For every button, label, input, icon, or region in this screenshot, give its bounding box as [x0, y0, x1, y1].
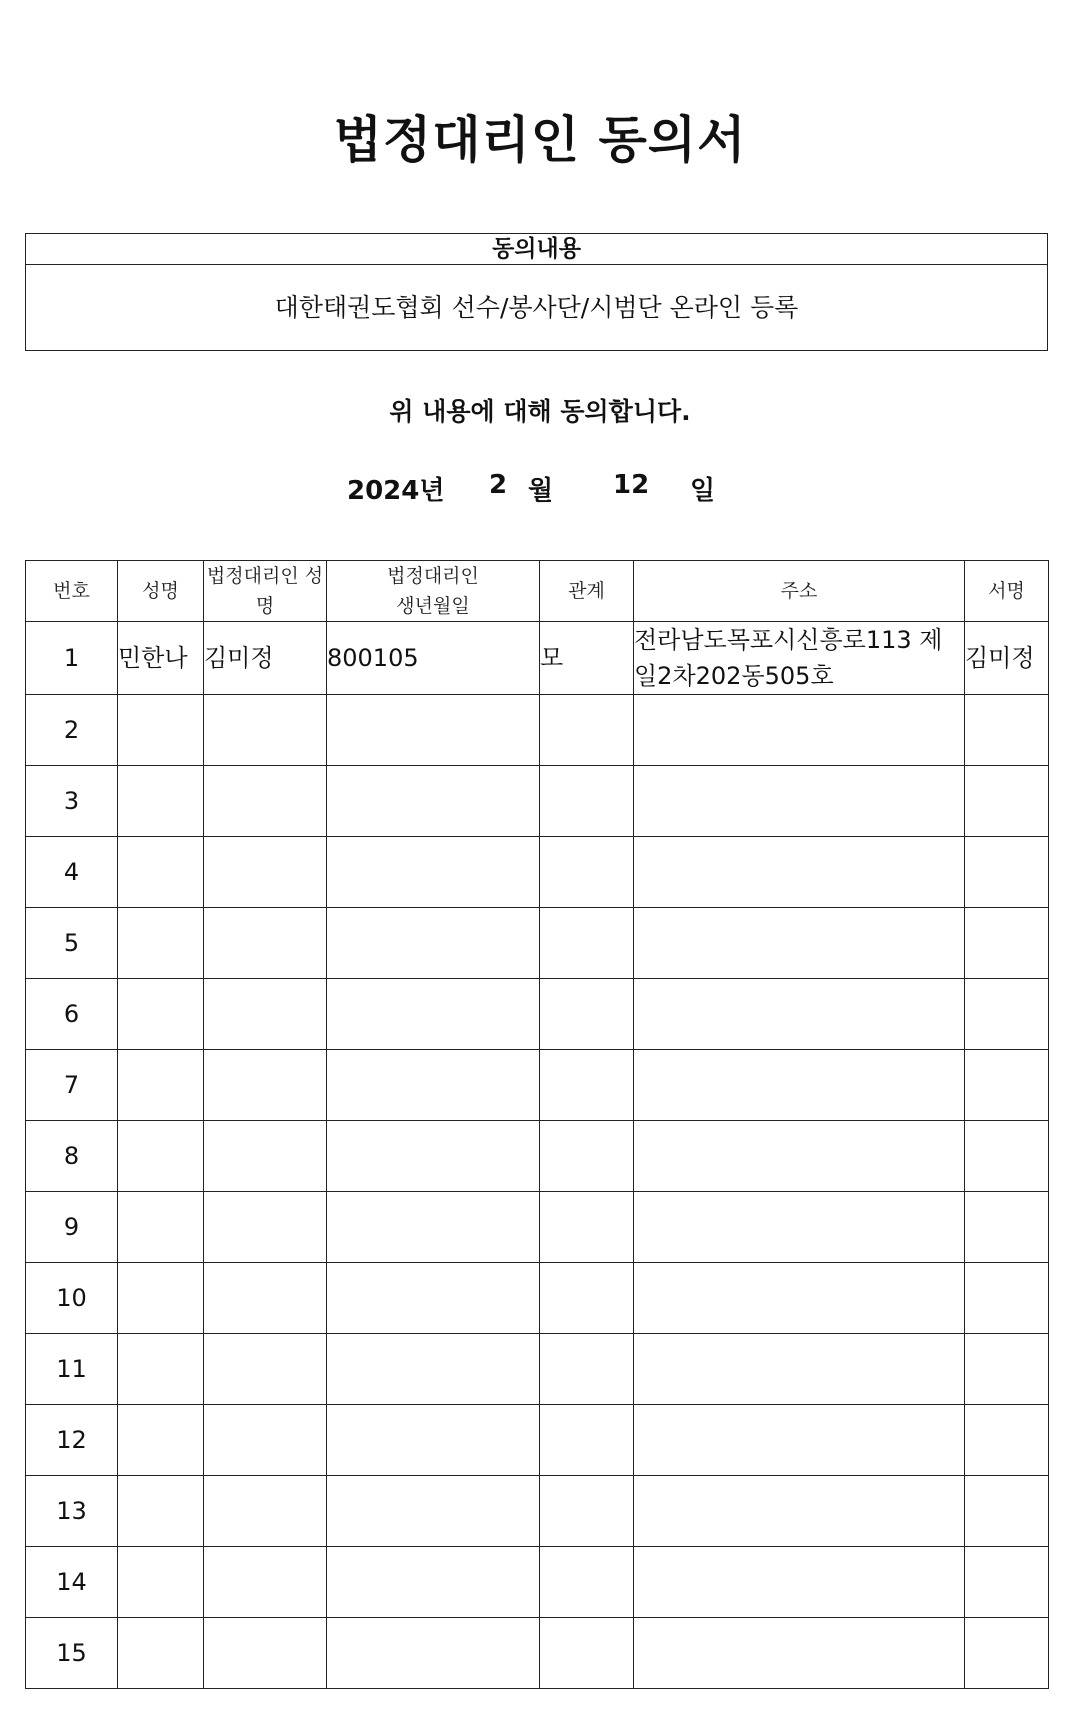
cell-relation	[540, 1547, 634, 1618]
cell-name	[118, 1050, 204, 1121]
cell-signature	[965, 1050, 1049, 1121]
date-day-unit: 일	[690, 476, 716, 506]
cell-address: 전라남도목포시신흥로113 제일2차202동505호	[634, 622, 965, 695]
table-row	[26, 1547, 1049, 1618]
date-month-unit: 월	[528, 476, 554, 506]
cell-name	[118, 1476, 204, 1547]
cell-signature	[965, 1547, 1049, 1618]
cell-signature	[965, 1121, 1049, 1192]
cell-relation	[540, 695, 634, 766]
date-day-value: 12	[613, 470, 650, 500]
cell-relation	[540, 1405, 634, 1476]
cell-name	[118, 1121, 204, 1192]
cell-name	[118, 1192, 204, 1263]
cell-signature	[965, 1263, 1049, 1334]
consent-body-text: 대한태권도협회 선수/봉사단/시범단 온라인 등록	[274, 293, 799, 322]
cell-no: 11	[26, 1334, 118, 1405]
cell-guardian-name	[204, 1050, 327, 1121]
cell-guardian-birth	[327, 1476, 540, 1547]
table-row	[26, 766, 1049, 837]
cell-guardian-birth	[327, 1192, 540, 1263]
cell-relation	[540, 1050, 634, 1121]
table-row	[26, 908, 1049, 979]
page-title: 법정대리인 동의서	[333, 111, 747, 169]
cell-no: 7	[26, 1050, 118, 1121]
cell-no: 2	[26, 695, 118, 766]
cell-no: 12	[26, 1405, 118, 1476]
cell-relation	[540, 766, 634, 837]
cell-guardian-birth	[327, 1618, 540, 1689]
cell-no: 10	[26, 1263, 118, 1334]
cell-no: 9	[26, 1192, 118, 1263]
cell-address	[634, 1192, 965, 1263]
cell-address	[634, 1050, 965, 1121]
cell-no: 5	[26, 908, 118, 979]
cell-relation	[540, 908, 634, 979]
cell-guardian-name	[204, 1405, 327, 1476]
header-signature: 서명	[965, 561, 1049, 622]
cell-no: 15	[26, 1618, 118, 1689]
table-row	[26, 979, 1049, 1050]
header-relation: 관계	[540, 561, 634, 622]
agreement-statement: 위 내용에 대해 동의합니다.	[389, 397, 691, 426]
cell-guardian-birth: 800105	[327, 622, 540, 695]
cell-no: 1	[26, 622, 118, 695]
cell-no: 6	[26, 979, 118, 1050]
cell-relation: 모	[540, 622, 634, 695]
cell-signature	[965, 979, 1049, 1050]
cell-signature	[965, 908, 1049, 979]
cell-guardian-birth	[327, 908, 540, 979]
cell-name: 민한나	[118, 622, 204, 695]
cell-address	[634, 908, 965, 979]
table-row	[26, 695, 1049, 766]
cell-guardian-name: 김미정	[204, 622, 327, 695]
cell-signature	[965, 1405, 1049, 1476]
cell-guardian-name	[204, 908, 327, 979]
cell-address	[634, 695, 965, 766]
cell-relation	[540, 1618, 634, 1689]
cell-address	[634, 1263, 965, 1334]
cell-guardian-name	[204, 695, 327, 766]
table-row	[26, 837, 1049, 908]
cell-guardian-birth	[327, 979, 540, 1050]
cell-guardian-birth	[327, 1050, 540, 1121]
table-row	[26, 1263, 1049, 1334]
table-row	[26, 1192, 1049, 1263]
cell-signature	[965, 1192, 1049, 1263]
cell-address	[634, 1547, 965, 1618]
cell-address	[634, 1476, 965, 1547]
cell-guardian-birth	[327, 1547, 540, 1618]
date-year: 2024년	[347, 476, 445, 506]
header-name: 성명	[118, 561, 204, 622]
cell-no: 4	[26, 837, 118, 908]
cell-address	[634, 1405, 965, 1476]
table-row	[26, 1476, 1049, 1547]
cell-address	[634, 979, 965, 1050]
cell-signature	[965, 1476, 1049, 1547]
cell-relation	[540, 1192, 634, 1263]
cell-relation	[540, 1334, 634, 1405]
cell-guardian-name	[204, 1476, 327, 1547]
cell-no: 3	[26, 766, 118, 837]
cell-address	[634, 1618, 965, 1689]
cell-guardian-name	[204, 1263, 327, 1334]
cell-guardian-birth	[327, 837, 540, 908]
consent-content-box	[25, 233, 1048, 351]
cell-guardian-birth	[327, 1121, 540, 1192]
cell-guardian-name	[204, 979, 327, 1050]
date-line	[0, 470, 1080, 506]
cell-signature: 김미정	[965, 622, 1049, 695]
cell-address	[634, 837, 965, 908]
cell-no: 8	[26, 1121, 118, 1192]
cell-address	[634, 1121, 965, 1192]
cell-relation	[540, 1263, 634, 1334]
cell-name	[118, 1334, 204, 1405]
consent-header: 동의내용	[26, 234, 1047, 265]
cell-name	[118, 908, 204, 979]
cell-guardian-name	[204, 766, 327, 837]
cell-name	[118, 979, 204, 1050]
cell-signature	[965, 695, 1049, 766]
header-no: 번호	[26, 561, 118, 622]
header-address: 주소	[634, 561, 965, 622]
cell-relation	[540, 837, 634, 908]
cell-address	[634, 1334, 965, 1405]
cell-name	[118, 1547, 204, 1618]
cell-guardian-name	[204, 1334, 327, 1405]
cell-relation	[540, 979, 634, 1050]
cell-relation	[540, 1476, 634, 1547]
guardian-roster-table	[25, 560, 1049, 1689]
cell-guardian-birth	[327, 1263, 540, 1334]
cell-address	[634, 766, 965, 837]
cell-name	[118, 1263, 204, 1334]
cell-guardian-name	[204, 1547, 327, 1618]
cell-guardian-birth	[327, 1334, 540, 1405]
cell-name	[118, 1405, 204, 1476]
cell-no: 13	[26, 1476, 118, 1547]
table-body	[26, 622, 1049, 1689]
cell-no: 14	[26, 1547, 118, 1618]
header-guardian-name: 법정대리인 성명	[204, 561, 327, 622]
cell-guardian-name	[204, 837, 327, 908]
cell-guardian-birth	[327, 1405, 540, 1476]
cell-guardian-birth	[327, 766, 540, 837]
cell-signature	[965, 766, 1049, 837]
cell-signature	[965, 1618, 1049, 1689]
cell-signature	[965, 1334, 1049, 1405]
date-month-value: 2	[489, 470, 508, 500]
table-row	[26, 1334, 1049, 1405]
table-row	[26, 1121, 1049, 1192]
table-row	[26, 622, 1049, 695]
table-row	[26, 1405, 1049, 1476]
cell-name	[118, 766, 204, 837]
cell-signature	[965, 837, 1049, 908]
table-row	[26, 1050, 1049, 1121]
table-header-row	[26, 561, 1049, 622]
header-guardian-birth: 법정대리인 생년월일	[327, 561, 540, 622]
cell-guardian-birth	[327, 695, 540, 766]
cell-name	[118, 837, 204, 908]
cell-guardian-name	[204, 1121, 327, 1192]
cell-guardian-name	[204, 1192, 327, 1263]
cell-guardian-name	[204, 1618, 327, 1689]
cell-name	[118, 695, 204, 766]
table-row	[26, 1618, 1049, 1689]
cell-relation	[540, 1121, 634, 1192]
cell-name	[118, 1618, 204, 1689]
